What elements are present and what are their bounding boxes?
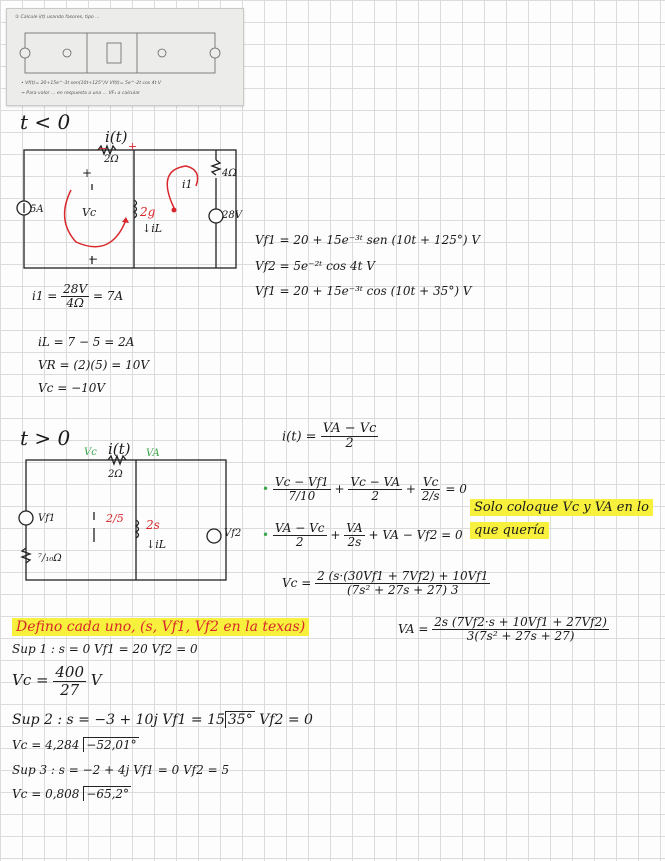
source-28v: 28V — [222, 210, 242, 221]
il-equation: iL = 7 − 5 = 2A — [38, 335, 135, 349]
node-va: VA — [146, 448, 160, 459]
vc1-result: Vc = $\frac{400}{27}$ V — [12, 663, 102, 699]
inductor-2g: 2g — [140, 205, 156, 219]
vc3-result: Vc = 0,808 −65,2° — [12, 787, 130, 801]
r-top-1: 2Ω — [104, 154, 119, 165]
heading-t-gt-0: t > 0 — [20, 426, 71, 450]
source-vf1: Vf1 — [38, 513, 56, 524]
r-left-2: ⁷/₁₀Ω — [38, 553, 62, 564]
i1-num: 28V — [63, 282, 88, 296]
photo-title: ① Calcule i(t) usando fasores, tipo ... — [15, 15, 100, 20]
note-line1: Solo coloque Vc y VA en lo — [470, 499, 653, 516]
eq-vf2: Vf2 = 5e⁻²ᵗ cos 4t V — [255, 259, 375, 273]
vc2-result: Vc = 4,284 −52,01° — [12, 738, 137, 752]
i1-equation: i1 = $\frac{28V}{4\Omega}$ = 7A — [32, 282, 124, 311]
i1-label: i1 — [182, 178, 193, 191]
i1-den: 4Ω — [66, 296, 84, 311]
sup2-line: Sup 2 : s = −3 + 10j Vf1 = 15 35° Vf2 = 0 — [12, 712, 313, 728]
node-vc: Vc — [84, 447, 97, 458]
photo-row3: → Para valor ... en respuesta a una ... VF₁ a calcular — [21, 91, 140, 96]
photo-circuit — [7, 25, 243, 85]
vc-label-1: Vc — [82, 206, 97, 219]
sup1-line: Sup 1 : s = 0 Vf1 = 20 Vf2 = 0 — [12, 642, 198, 656]
it-equation: i(t) = $\frac{VA - Vc}{2}$ — [282, 421, 377, 452]
minus-1: − — [88, 252, 99, 266]
il-label-1: ↓iL — [142, 222, 163, 235]
cap-2-5: 2/5 — [106, 512, 124, 525]
plus-1: + — [82, 166, 93, 180]
plus-top-1: + — [128, 140, 138, 153]
problem-photo — [6, 8, 244, 106]
note-line2: que quería — [470, 522, 549, 539]
eq-vf1-cos: Vf1 = 20 + 15e⁻³ᵗ cos (10t + 35°) V — [255, 284, 472, 298]
inductor-2s: 2s — [146, 518, 160, 532]
vc-equation-1: Vc = −10V — [38, 381, 106, 395]
vr-equation: VR = (2)(5) = 10V — [38, 358, 149, 372]
il-label-2: ↓iL — [146, 538, 167, 551]
photo-row2: • Vf(t)= 20+15e^-3t sen(10t+125°)V Vf(t)= 5e^-2t cos 4t V — [21, 81, 161, 86]
sup3-line: Sup 3 : s = −2 + 4j Vf1 = 0 Vf2 = 5 — [12, 763, 230, 777]
va-solution: VA = $\frac{2s (7Vf2\cdot s + 10Vf1 + 27Vf2)}{\text{3(7s² + 27s + 27)}}$ — [398, 615, 607, 644]
current-label-1: i(t) — [105, 128, 128, 146]
r-right-1: 4Ω — [222, 168, 237, 179]
kcl-eq2: • $\frac{VA - Vc}{2}$ + $\frac{VA}{2s}$ + VA − Vf2 = 0 — [262, 521, 463, 550]
kcl-eq1: • $\frac{Vc - Vf1}{7/10}$ + $\frac{Vc - VA}{2}$ + $\frac{Vc}{2/s}$ = 0 — [262, 475, 467, 504]
vc-solution: Vc = $\frac{2 (s\cdot(30Vf1 + 7Vf2) + 10Vf1}{\text{(7s² + 27s + 27) 3}}$ — [282, 569, 489, 598]
source-vf2: Vf2 — [224, 528, 242, 539]
define-banner: Defino cada uno, (s, Vf1, Vf2 en la texas) — [12, 618, 309, 636]
minus-top-1: − — [98, 142, 108, 155]
source-5a: 5A — [30, 204, 44, 215]
eq-vf1: Vf1 = 20 + 15e⁻³ᵗ sen (10t + 125°) V — [255, 233, 480, 247]
current-label-2: i(t) — [108, 440, 131, 458]
heading-t-lt-0: t < 0 — [20, 110, 71, 134]
r-top-2: 2Ω — [108, 469, 123, 480]
